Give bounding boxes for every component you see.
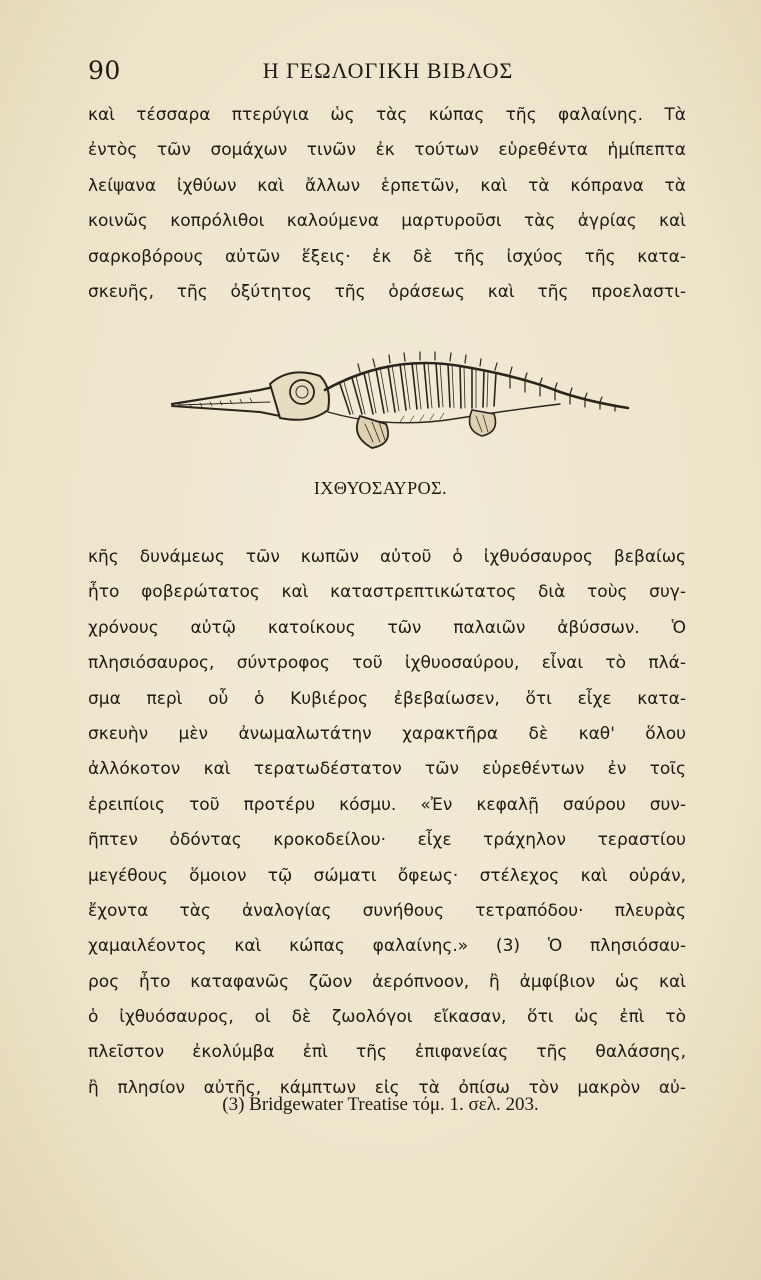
text-line: κοινῶς κοπρόλιθοι καλούμενα μαρτυροῦσι τὰς ἀγρίας καὶ — [88, 211, 686, 232]
text-line: ἀλλόκοτον καὶ τερατωδέστατον τῶν εὑρεθέντων ἐν τοῖς — [88, 759, 686, 780]
text-line: χρόνους αὐτῷ κατοίκους τῶν παλαιῶν ἀβύσσων. Ὁ — [88, 617, 686, 638]
text-line: ἦτο φοβερώτατος καὶ καταστρεπτικώτατος διὰ τοὺς συγ- — [88, 582, 686, 603]
text-line: ἐντὸς τῶν σομάχων τινῶν ἐκ τούτων εὑρεθέντα ἡμίπεπτα — [88, 140, 686, 161]
text-line: ὁ ἰχθυόσαυρος, οἱ δὲ ζωολόγοι εἴκασαν, ὅτι ὡς ἐπὶ τὸ — [88, 1007, 686, 1028]
text-line: λείψανα ἰχθύων καὶ ἄλλων ἑρπετῶν, καὶ τὰ κόπρανα τὰ — [88, 175, 686, 196]
text-line: ρος ἦτο καταφανῶς ζῶον ἀερόπνοον, ἢ ἀμφίβιον ὡς καὶ — [88, 971, 686, 992]
body-text-top — [88, 98, 686, 310]
text-line: ἔχοντα τὰς ἀναλογίας συνήθους τετραπόδου· πλευρὰς — [88, 900, 686, 921]
running-title: Η ΓΕΩΛΟΓΙΚΗ ΒΙΒΛΟΣ — [262, 58, 514, 83]
page-number: 90 — [88, 56, 121, 85]
text-line: σαρκοβόρους αὐτῶν ἕξεις· ἐκ δὲ τῆς ἰσχύος τῆς κατα- — [88, 246, 686, 267]
text-line: καὶ τέσσαρα πτερύγια ὡς τὰς κώπας τῆς φαλαίνης. Τὰ — [88, 105, 686, 125]
text-line: χαμαιλέοντος καὶ κώπας φαλαίνης.» (3) Ὁ πλησιόσαυ- — [88, 936, 686, 957]
page-header — [88, 52, 688, 92]
text-line: κῆς δυνάμεως τῶν κωπῶν αὐτοῦ ὁ ἰχθυόσαυρος βεβαίως — [88, 547, 686, 567]
figure-caption: ΙΧΘΥΟΣΑΥΡΟΣ. — [313, 478, 448, 498]
text-line: ἢ πλησίον αὐτῆς, κάμπτων εἰς τὰ ὀπίσω τὸν μακρὸν αὐ- — [88, 1077, 686, 1098]
text-line: ἐρειπίοις τοῦ προτέρυ κόσμυ. «Ἐν κεφαλῇ σαύρου συν- — [88, 794, 686, 815]
text-line: ῆπτεν ὀδόντας κροκοδείλου· εἶχε τράχηλον τεραστίου — [88, 830, 686, 851]
text-line: σμα περὶ οὗ ὁ Κυβιέρος ἐβεβαίωσεν, ὅτι εἶχε κατα- — [88, 688, 686, 709]
text-line: σκευὴν μὲν ἀνωμαλωτάτην χαρακτῆρα δὲ καθ' ὅλου — [88, 723, 686, 744]
text-line: μεγέθους ὅμοιον τῷ σώματι ὄφεως· στέλεχος καὶ οὐράν, — [88, 865, 686, 886]
text-line: σκευῆς, τῆς ὀξύτητος τῆς ὁράσεως καὶ τῆς προελαστι- — [88, 281, 686, 302]
ichthyosaur-skeleton-icon — [160, 332, 630, 464]
footnote: (3) Bridgewater Treatise τόμ. 1. σελ. 203. — [222, 1094, 539, 1115]
text-line: πλησιόσαυρος, σύντροφος τοῦ ἰχθυοσαύρου, εἶναι τὸ πλά- — [88, 653, 686, 674]
body-text-bottom — [88, 540, 686, 1106]
text-line: πλεῖστον ἐκολύμβα ἐπὶ τῆς ἐπιφανείας τῆς θαλάσσης, — [88, 1042, 686, 1063]
